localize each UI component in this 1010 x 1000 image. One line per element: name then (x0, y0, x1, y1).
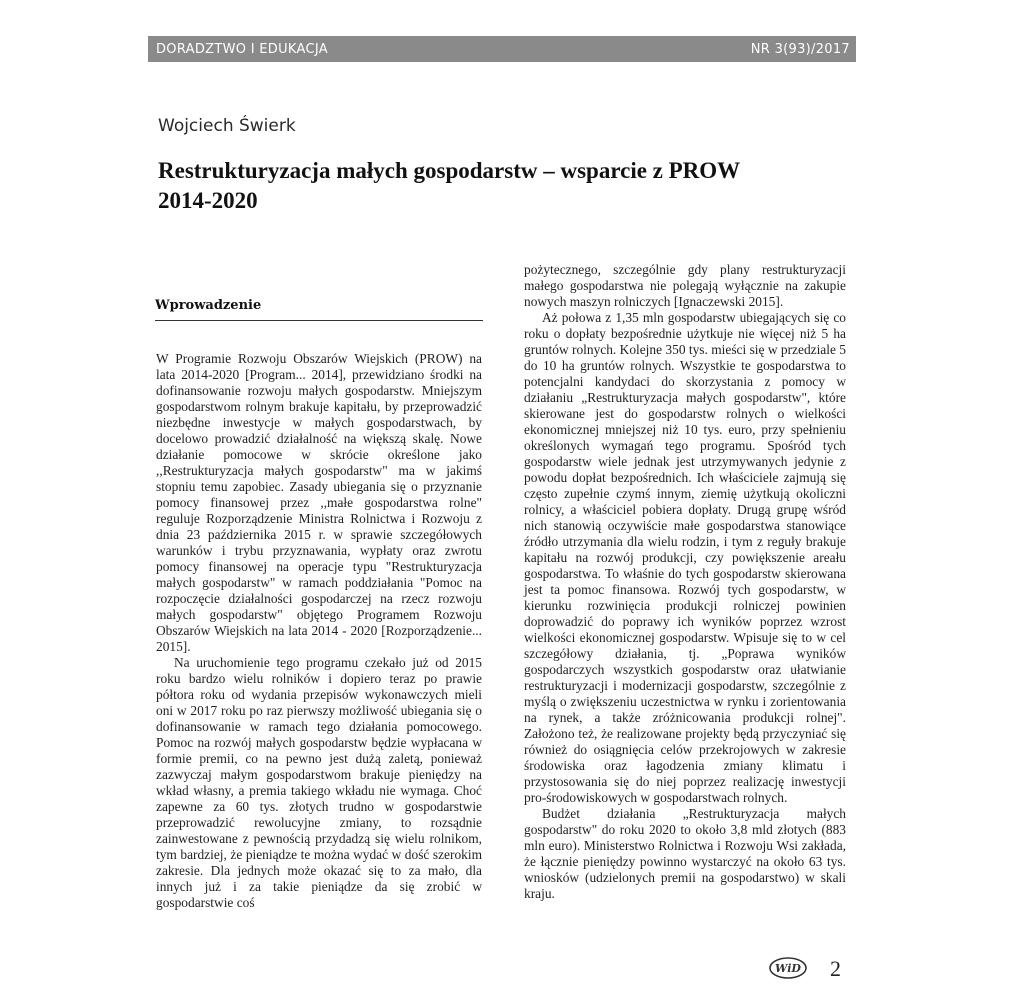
section-heading: Wprowadzenie (155, 298, 262, 313)
left-column (156, 351, 482, 911)
paragraph: Aż połowa z 1,35 mln gospodarstw ubiegających się co roku o dopłaty bezpośrednie użytkuje nie więcej niż 5 ha gruntów rolnych. Kolejne 350 tys. mieści się w przedziale 5 do 10 ha gruntów rolnych. Wszystkie te gospodarstwa to potencjalni kandydaci do skorzystania z pomocy w działaniu „Restrukturyzacja małych gospodarstw", które skierowane jest do gospodarstw rolnych o wielkości ekonomicznej mniejszej niż 10 tys. euro, przy spełnieniu określonych wymagań tego programu. Spośród tych gospodarstw wiele jednak jest utrzymywanych jedynie z powodu dopłat bezpośrednich. Ich właściciele zajmują się często zupełnie czymś innym, ziemię użytkują okoliczni rolnicy, a właściciel pobiera dopłaty. Drugą grupę wśród nich stanowią oczywiście małe gospodarstwa stanowiące źródło utrzymania dla wielu rodzin, i tym z reguły brakuje kapitału na rozwój produkcji, czy powiększenie areału gospodarstwa. To właśnie do tych gospodarstw skierowana jest ta pomoc finansowa. Rozwój tych gospodarstw, w kierunku rozwinięcia produkcji rolniczej powinien doprowadzić do poprawy ich wyników poprzez wzrost wielkości ekonomicznej gospodarstw. Wpisuje się to w cel szczegółowy działania, tj. „Poprawa wyników gospodarczych wszystkich gospodarstw oraz ułatwianie restrukturyzacji i modernizacji gospodarstw, szczególnie z myślą o zwiększeniu uczestnictwa w rynku i zorientowania na rynek, a także zróżnicowania produkcji rolnej". Założono też, że realizowane projekty będą przyczyniać się również do osiągnięcia celów przekrojowych w zakresie środowiska oraz łagodzenia zmiany klimatu i przystosowania się do niej poprzez realizację inwestycji pro-środowiskowych w gospodarstwach rolnych. (524, 310, 846, 805)
paragraph: pożytecznego, szczególnie gdy plany restrukturyzacji małego gospodarstwa nie polegają wyłącznie na zakupie nowych maszyn rolniczych [Ignaczewski 2015]. (524, 262, 846, 309)
article-title: Restrukturyzacja małych gospodarstw – wsparcie z PROW 2014-2020 (158, 158, 740, 213)
wid-logo-icon (768, 955, 808, 981)
header-issue: NR 3(93)/2017 (750, 41, 850, 57)
header-section: DORADZTWO I EDUKACJA (156, 41, 328, 57)
right-column (524, 262, 846, 902)
page-number: 2 (830, 956, 841, 981)
paragraph: Na uruchomienie tego programu czekało już od 2015 roku bardzo wielu rolników i dopiero teraz po prawie półtora roku od wydania przepisów wykonawczych mieli oni w 2017 roku po raz pierwszy możliwość ubiegania się o dofinansowanie w ramach tego działania pomocowego. Pomoc na rozwój małych gospodarstw będzie wypłacana w formie premii, co na pewno jest dużą zaletą, ponieważ zazwyczaj małym gospodarstwom brakuje pieniędzy na wkład własny, a premia takiego wkładu nie wymaga. Choć zapewne za 60 tys. złotych trudno w gospodarstwie przeprowadzić rewolucyjne zmiany, to rozsądnie zainwestowane z pewnością przydadzą się wielu rolnikom, tym bardziej, że pieniądze te można wydać w dość szerokim zakresie. Dla jednych może okazać się to za mało, dla innych już i za takie pieniądze da się zrobić w gospodarstwie coś (156, 655, 482, 910)
paragraph: Budżet działania „Restrukturyzacja małych gospodarstw" do roku 2020 to około 3,8 mld złotych (883 mln euro). Ministerstwo Rolnictwa i Rozwoju Wsi zakłada, że łącznie pieniędzy powinno wystarczyć na około 63 tys. wniosków (udzielonych premii na gospodarstwo) w skali kraju. (524, 806, 846, 901)
logo-text: WiD (775, 962, 801, 975)
section-divider (155, 320, 483, 321)
author-name: Wojciech Świerk (158, 116, 296, 136)
running-header (148, 36, 856, 62)
paragraph: W Programie Rozwoju Obszarów Wiejskich (PROW) na lata 2014-2020 [Program... 2014], przewidziano środki na dofinansowanie rozwoju małych gospodarstw. Mniejszym gospodarstwom rolnym brakuje kapitału, by przeprowadzić niezbędne inwestycje w małych gospodarstwach, by docelowo prowadzić działalność na większą skalę. Nowe działanie pomocowe w skrócie określone jako ,,Restrukturyzacja małych gospodarstw" ma w jakimś stopniu temu zapobiec. Zasady ubiegania się o przyznanie pomocy finansowej przez ,,małe gospodarstwa rolne" reguluje Rozporządzenie Ministra Rolnictwa i Rozwoju z dnia 23 października 2015 r. w sprawie szczegółowych warunków i trybu przyznawania, wypłaty oraz zwrotu pomocy finansowej na operacje typu "Restrukturyzacja małych gospodarstw" w ramach poddziałania "Pomoc na rozpoczęcie działalności gospodarczej na rzecz rozwoju małych gospodarstw" objętego Programem Rozwoju Obszarów Wiejskich na lata 2014 - 2020 [Rozporządzenie... 2015]. (156, 351, 482, 654)
